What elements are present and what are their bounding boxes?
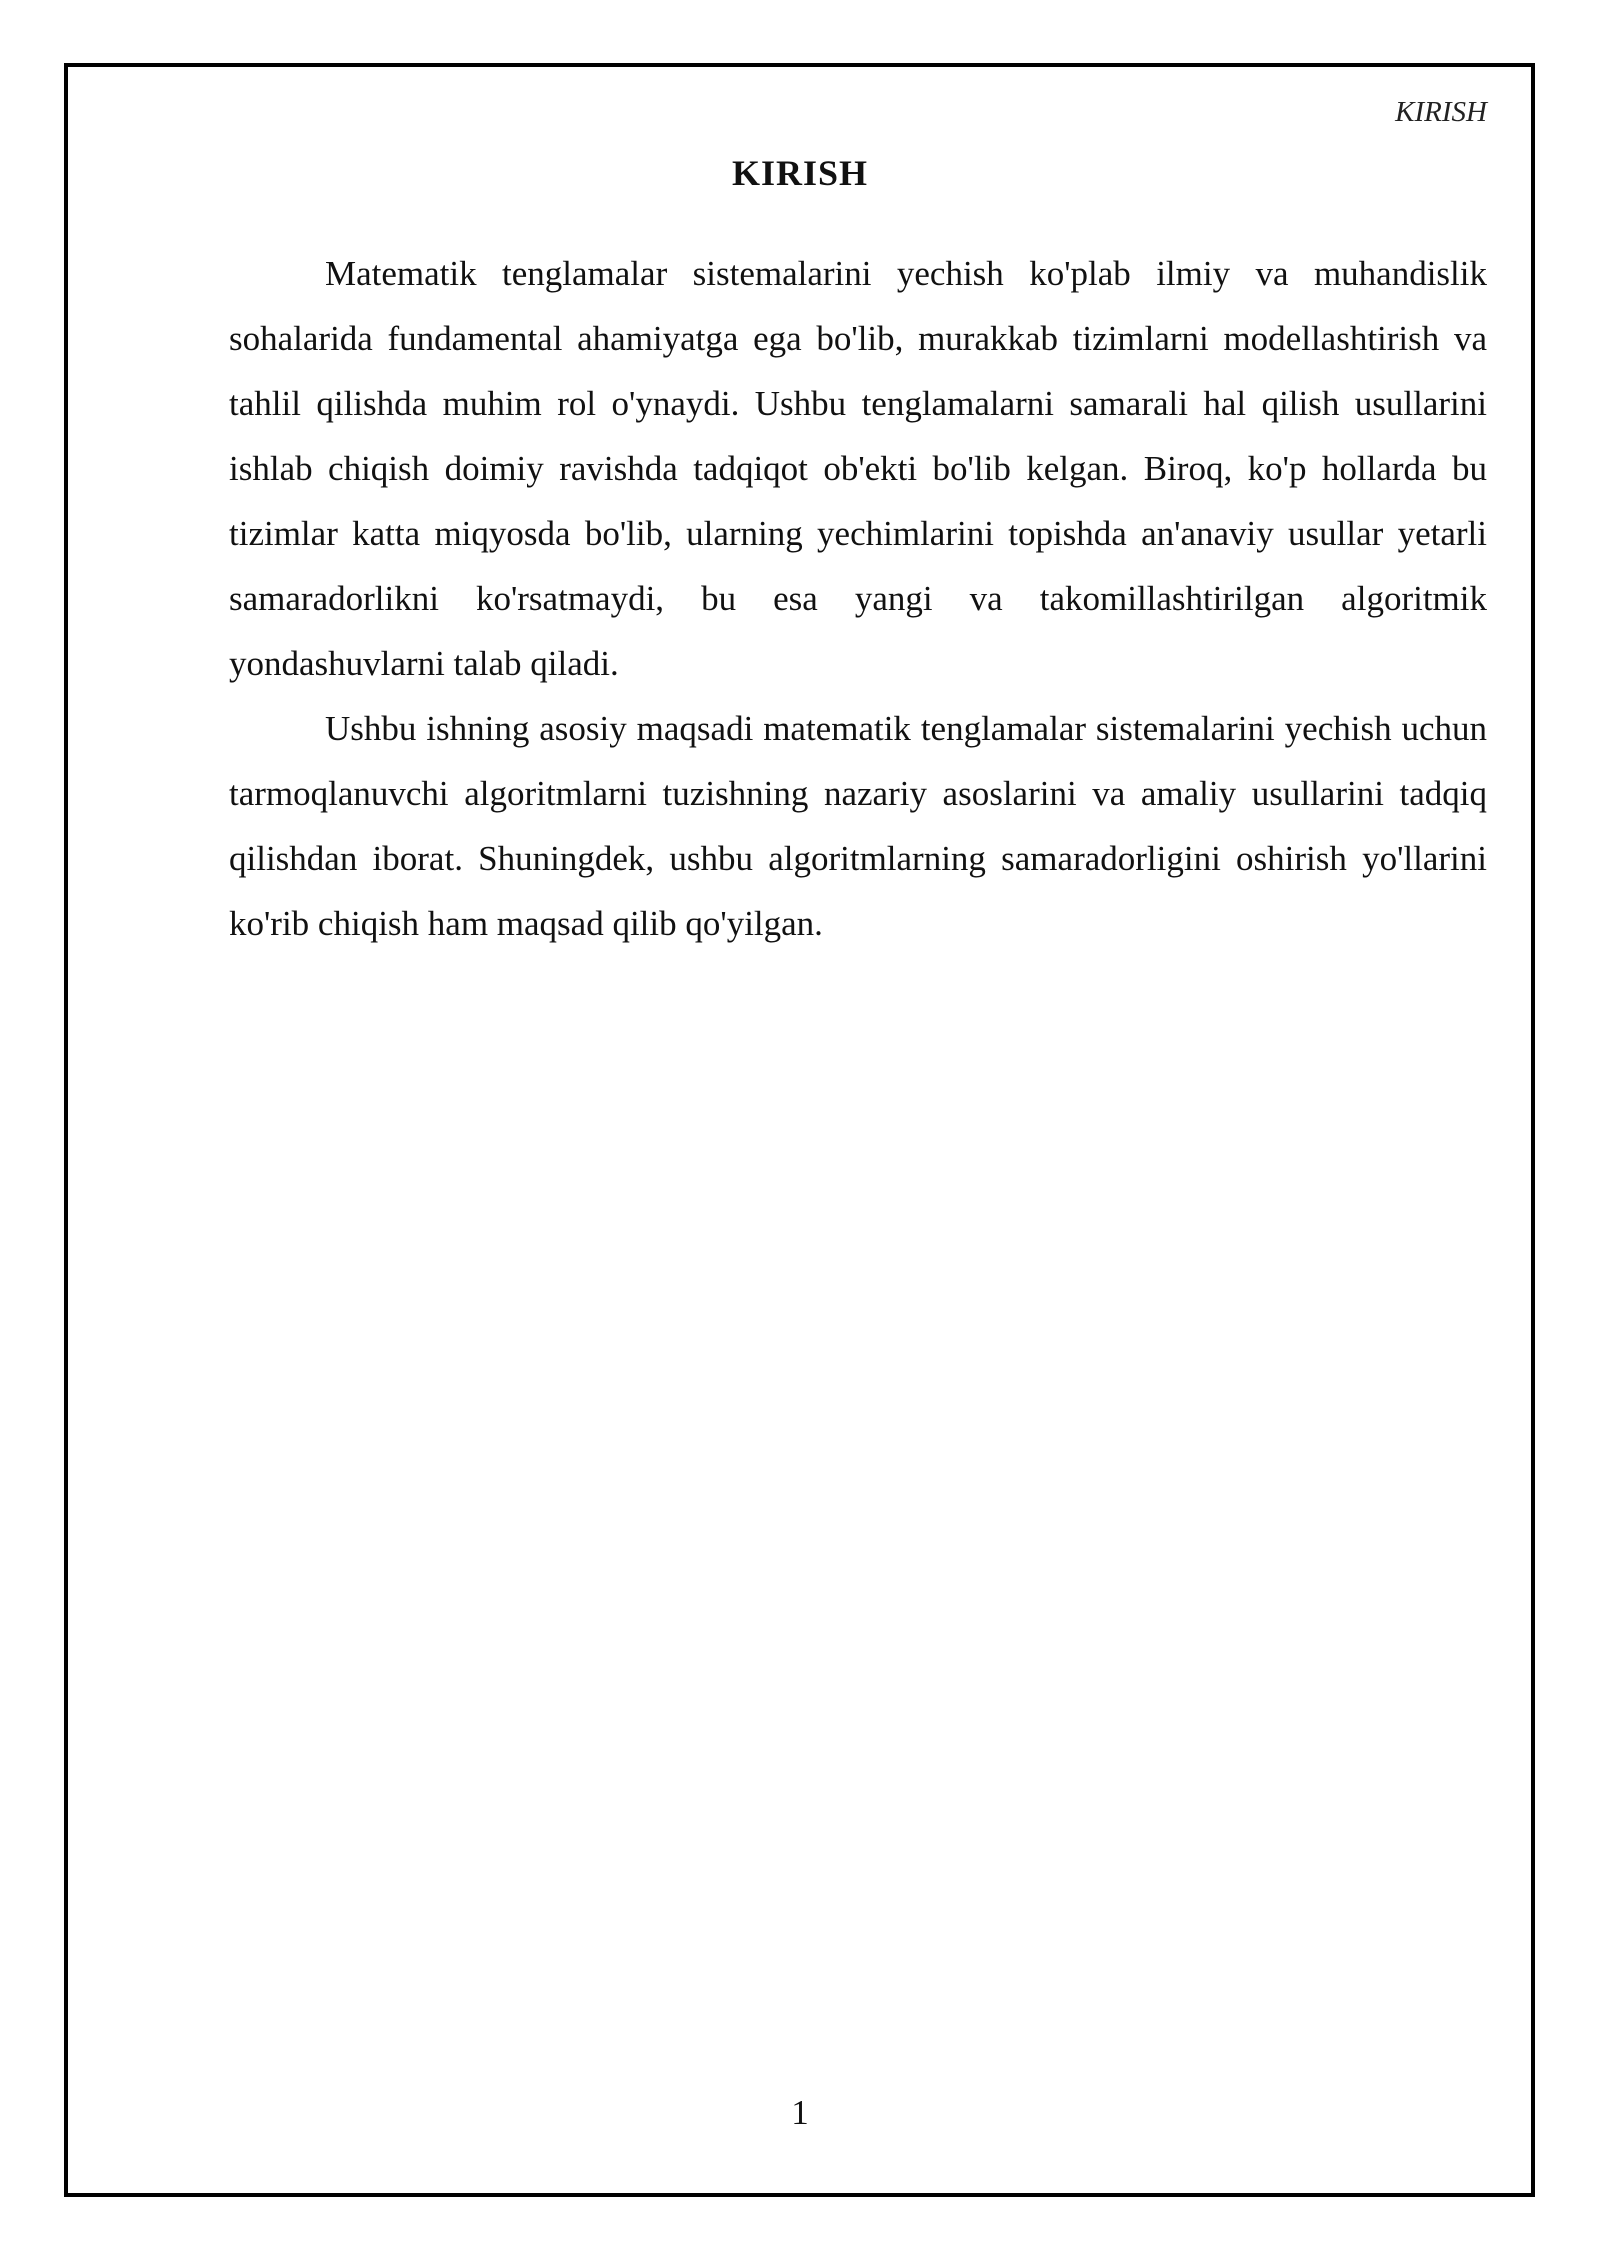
page-number: 1 <box>791 2093 809 2132</box>
running-header: KIRISH <box>1395 96 1487 128</box>
paragraph-1: Matematik tenglamalar sistemalarini yechish ko'plab ilmiy va muhandislik sohalarida fundamental ahamiyatga ega bo'lib, murakkab tizimlarni modellashtirish va tahlil qilishda muhim rol o'ynaydi. Ushbu tenglamalarni samarali hal qilish usullarini ishlab chiqish doimiy ravishda tadqiqot ob'ekti bo'lib kelgan. Biroq, ko'p hollarda bu tizimlar katta miqyosda bo'lib, ularning yechimlarini topishda an'anaviy usullar yetarli samaradorlikni ko'rsatmaydi, bu esa yangi va takomillashtirilgan algoritmik yondashuvlarni talab qiladi. <box>229 254 1487 683</box>
paragraph-2: Ushbu ishning asosiy maqsadi matematik tenglamalar sistemalarini yechish uchun tarmoqlanuvchi algoritmlarni tuzishning nazariy asoslarini va amaliy usullarini tadqiq qilishdan iborat. Shuningdek, ushbu algoritmlarning samaradorligini oshirish yo'llarini ko'rib chiqish ham maqsad qilib qo'yilgan. <box>229 709 1487 943</box>
chapter-title: KIRISH <box>731 153 869 193</box>
body-text <box>229 241 1487 956</box>
